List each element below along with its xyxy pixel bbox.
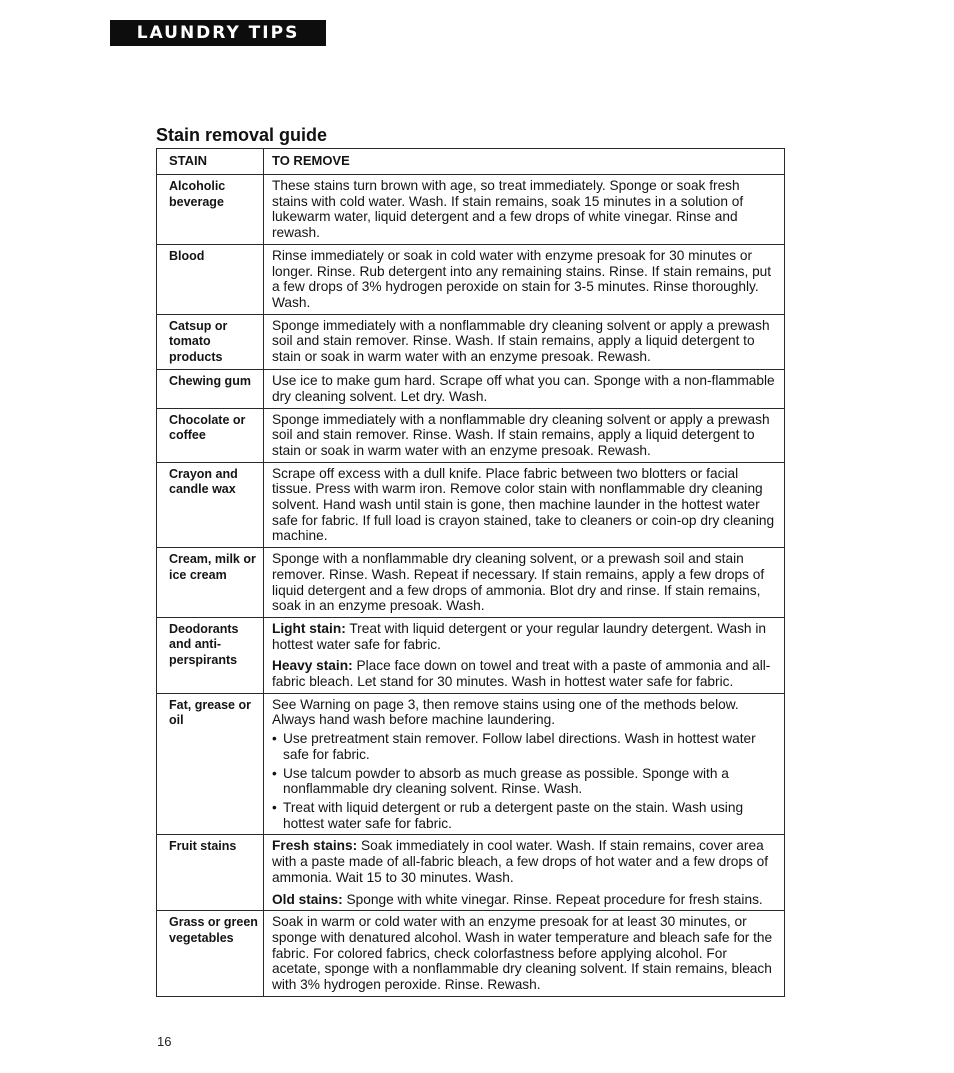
heavy-stain-paragraph (272, 658, 778, 689)
light-stain-text: Treat with liquid detergent or your regular laundry detergent. Wash in hottest water safe for fabric. (272, 620, 766, 652)
page-title: Stain removal guide (156, 125, 328, 145)
table-row (157, 314, 785, 370)
heavy-stain-text: Place face down on towel and treat with a paste of ammonia and all-fabric bleach. Let stand for 30 minutes. Wash in hottest water safe for fabric. (272, 658, 771, 690)
column-header-to-remove: TO REMOVE (264, 149, 785, 175)
section-banner: LAUNDRY TIPS (110, 20, 326, 46)
removal-instructions: Use ice to make gum hard. Scrape off what you can. Sponge with a non-flammable dry cleaning solvent. Let dry. Wash. (264, 370, 785, 408)
stain-name: Fat, grease or oil (157, 693, 264, 835)
light-stain-label: Light stain: (272, 620, 346, 636)
fresh-stains-label: Fresh stains: (272, 838, 358, 854)
removal-instructions: Soak in warm or cold water with an enzyme presoak for at least 30 minutes, or sponge with denatured alcohol. Wash in water temperature and bleach safe for the fabric. For colored fabrics, check colorfastness before applying alcohol. For acetate, sponge with a nonflammable dry cleaning solvent. If stain remains, bleach with 3% hydrogen peroxide. Rinse. Rewash. (264, 911, 785, 997)
stain-name: Alcoholic beverage (157, 175, 264, 245)
removal-instructions (264, 617, 785, 693)
stain-name: Deodorants and anti-perspirants (157, 617, 264, 693)
removal-instructions: These stains turn brown with age, so treat immediately. Sponge or soak fresh stains with cold water. Wash. If stain remains, soak 15 minutes in a solution of lukewarm water, liquid detergent and a few drops of white vinegar. Rinse and rewash. (264, 175, 785, 245)
stain-name: Blood (157, 244, 264, 314)
table-row (157, 244, 785, 314)
table-row (157, 462, 785, 548)
table-row (157, 693, 785, 835)
list-item: • Treat with liquid detergent or rub a detergent paste on the stain. Wash using hottest water safe for fabric. (272, 800, 778, 831)
table-row (157, 548, 785, 618)
old-stains-label: Old stains: (272, 891, 343, 907)
removal-instructions: Rinse immediately or soak in cold water with enzyme presoak for 30 minutes or longer. Rinse. Rub detergent into any remaining stains. Rinse. If stain remains, put a few drops of 3% hydrogen peroxide on stain for 3-5 minutes. Rinse thoroughly. Wash. (264, 244, 785, 314)
stain-removal-table (156, 148, 785, 997)
table-row (157, 408, 785, 462)
stain-name: Grass or green vegetables (157, 911, 264, 997)
table-row (157, 911, 785, 997)
page-number: 16 (157, 1034, 172, 1049)
method-list (272, 731, 778, 831)
table-header-row (157, 149, 785, 175)
removal-instructions: Sponge immediately with a nonflammable dry cleaning solvent or apply a prewash soil and stain remover. Rinse. Wash. If stain remains, apply a liquid detergent to stain or soak in warm water with an enzyme presoak. Rewash. (264, 314, 785, 370)
removal-instructions (264, 693, 785, 835)
table-row (157, 175, 785, 245)
old-stains-paragraph (272, 892, 778, 908)
removal-instructions: Scrape off excess with a dull knife. Place fabric between two blotters or facial tissue. Press with warm iron. Remove color stain with nonflammable dry cleaning solvent. Hand wash until stain is gone, then machine launder in the hottest water safe for fabric. If full load is crayon stained, take to cleaners or coin-op dry cleaning machine. (264, 462, 785, 548)
removal-instructions (264, 835, 785, 911)
removal-instructions: Sponge with a nonflammable dry cleaning solvent, or a prewash soil and stain remover. Rinse. Wash. Repeat if necessary. If stain remains, apply a few drops of liquid detergent and a few drops of ammonia. Blot dry and rinse. If stain remains, soak in an enzyme presoak. Wash. (264, 548, 785, 618)
removal-instructions: Sponge immediately with a nonflammable dry cleaning solvent or apply a prewash soil and stain remover. Rinse. Wash. If stain remains, apply a liquid detergent to stain or soak in warm water with an enzyme presoak. Rewash. (264, 408, 785, 462)
old-stains-text: Sponge with white vinegar. Rinse. Repeat procedure for fresh stains. (342, 891, 763, 907)
column-header-stain: STAIN (157, 149, 264, 175)
stain-name: Chewing gum (157, 370, 264, 408)
list-item: • Use pretreatment stain remover. Follow label directions. Wash in hottest water safe for fabric. (272, 731, 778, 762)
fresh-stains-paragraph (272, 838, 778, 885)
table-row (157, 617, 785, 693)
fresh-stains-text: Soak immediately in cool water. Wash. If stain remains, cover area with a paste made of all-fabric bleach, a few drops of hot water and a few drops of ammonia. Wait 15 to 30 minutes. Wash. (272, 838, 769, 885)
stain-name: Fruit stains (157, 835, 264, 911)
light-stain-paragraph (272, 621, 778, 652)
table-row (157, 370, 785, 408)
stain-name: Chocolate or coffee (157, 408, 264, 462)
intro-paragraph: See Warning on page 3, then remove stains using one of the methods below. Always hand wash before machine laundering. (272, 696, 739, 728)
stain-name: Catsup or tomato products (157, 314, 264, 370)
stain-name: Cream, milk or ice cream (157, 548, 264, 618)
heavy-stain-label: Heavy stain: (272, 658, 353, 674)
list-item: • Use talcum powder to absorb as much grease as possible. Sponge with a nonflammable dry cleaning solvent. Rinse. Wash. (272, 766, 778, 797)
stain-name: Crayon and candle wax (157, 462, 264, 548)
table-row (157, 835, 785, 911)
